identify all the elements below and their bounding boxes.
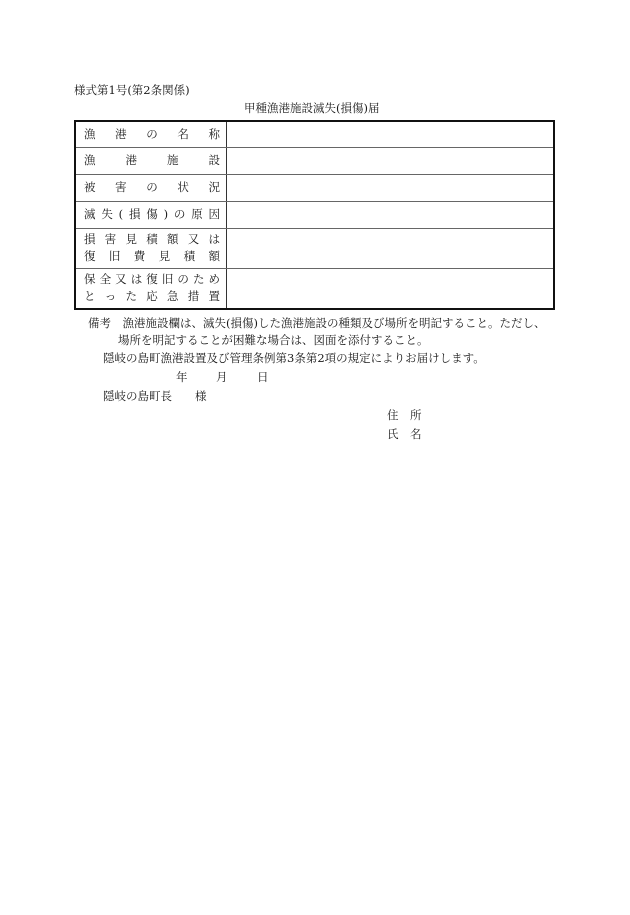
damage-status-field[interactable] xyxy=(227,174,555,201)
damage-estimate-field[interactable] xyxy=(227,228,555,268)
fishing-port-name-field[interactable] xyxy=(227,121,555,147)
fishing-port-facility-label: 漁 港 施 設 xyxy=(75,147,227,174)
document-title: 甲種漁港施設滅失(損傷)届 xyxy=(244,101,380,115)
remarks-line-2: 場所を明記することが困難な場合は、図面を添付すること。 xyxy=(118,333,429,347)
table-row xyxy=(75,201,554,228)
emergency-measures-field[interactable] xyxy=(227,268,555,309)
table-row xyxy=(75,228,554,268)
day-label: 日 xyxy=(257,370,269,384)
fishing-port-facility-field[interactable] xyxy=(227,147,555,174)
table-row xyxy=(75,268,554,309)
fishing-port-name-label: 漁 港 の 名 称 xyxy=(75,121,227,147)
emergency-measures-label: 保 全 又 は 復 旧 の た め と っ た 応 急 措 置 xyxy=(75,268,227,309)
address-label: 住 所 xyxy=(387,408,422,422)
declaration-text: 隠岐の島町漁港設置及び管理条例第3条第2項の規定によりお届けします。 xyxy=(103,351,485,365)
form-number-label: 様式第1号(第2条関係) xyxy=(74,83,190,97)
damage-estimate-label: 損 害 見 積 額 又 は 復 旧 費 見 積 額 xyxy=(75,228,227,268)
form-table xyxy=(74,120,555,310)
table-row xyxy=(75,121,554,147)
loss-cause-field[interactable] xyxy=(227,201,555,228)
table-row xyxy=(75,147,554,174)
damage-status-label: 被 害 の 状 況 xyxy=(75,174,227,201)
year-label: 年 xyxy=(176,370,188,384)
month-label: 月 xyxy=(216,370,228,384)
remarks-line-1: 備考 漁港施設欄は、滅失(損傷)した漁港施設の種類及び場所を明記すること。ただし、 xyxy=(88,316,546,330)
addressee: 隠岐の島町長 様 xyxy=(103,389,207,403)
date-line xyxy=(176,372,269,384)
name-label: 氏 名 xyxy=(387,427,422,441)
table-row xyxy=(75,174,554,201)
loss-cause-label: 滅 失 ( 損 傷 ) の 原 因 xyxy=(75,201,227,228)
